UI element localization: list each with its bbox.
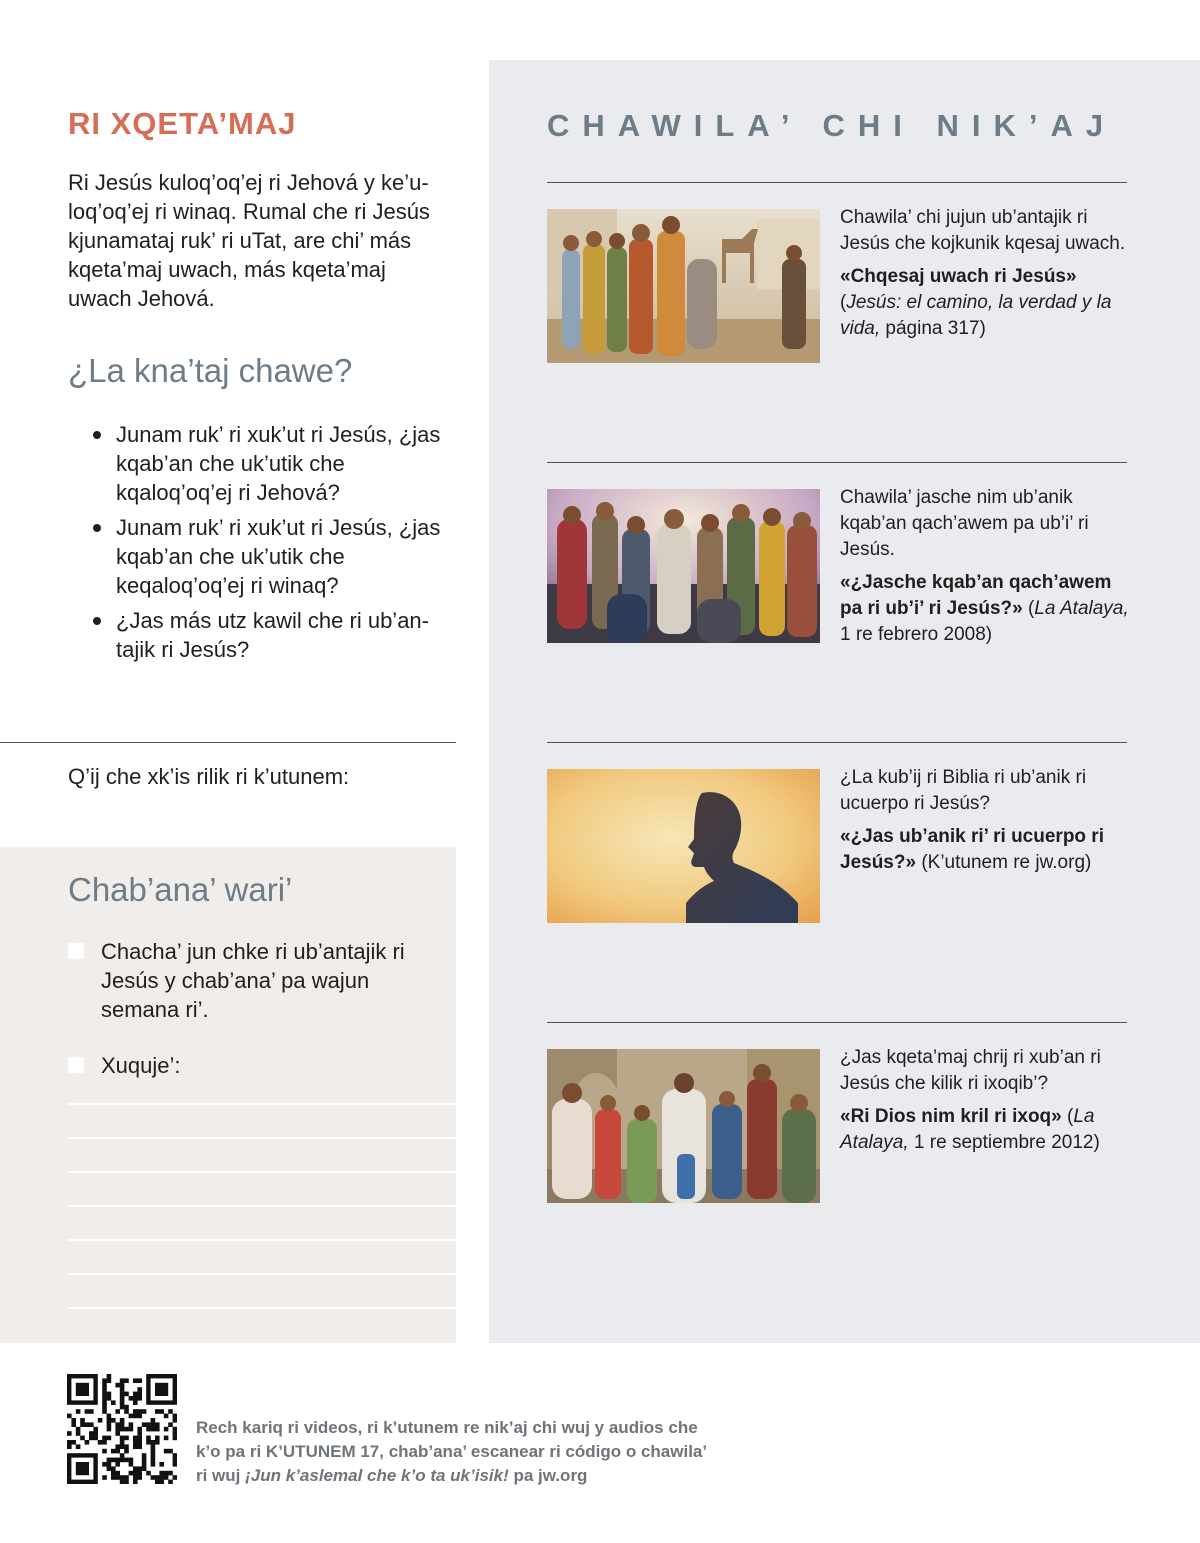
writing-line[interactable] xyxy=(68,1239,456,1241)
explore-item-description: Chawila’ jasche nim ub’anik kqab’an qach’awem pa ub’i’ ri Jesús. xyxy=(840,487,1089,560)
section-divider xyxy=(547,1022,1127,1023)
explore-item-source: 1 re septiembre 2012) xyxy=(908,1132,1100,1153)
challenge-checkbox[interactable] xyxy=(68,1057,84,1073)
completion-date-label: Q’ij che xk’is rilik ri k’utunem: xyxy=(68,764,350,789)
writing-line[interactable] xyxy=(68,1171,456,1173)
review-question: Junam ruk’ ri xuk’ut ri Jesús, ¿jas kqab’an che uk’utik che keqaloq’oq’ej ri winaq? xyxy=(92,513,452,600)
explore-heading: CHAWILA’ CHI NIK’AJ xyxy=(547,108,1117,143)
explore-item-description: Chawila’ chi jujun ub’antajik ri Jesús che kojkunik kqesaj uwach. xyxy=(840,207,1126,254)
section-divider xyxy=(547,182,1127,183)
explore-item-source: ( xyxy=(1061,1106,1074,1127)
jesus-with-children-image[interactable] xyxy=(547,1049,820,1203)
challenge-item-text: Xuquje’: xyxy=(101,1053,181,1078)
challenge-box xyxy=(0,847,456,1343)
review-question: ¿Jas más utz kawil che ri ub’an-tajik ri Jesús? xyxy=(92,606,452,664)
writing-line[interactable] xyxy=(68,1273,456,1275)
footer-text-part: pa jw.org xyxy=(508,1466,588,1485)
section-divider xyxy=(547,742,1127,743)
review-question-list xyxy=(92,420,452,670)
summary-heading: RI XQETA’MAJ xyxy=(68,106,297,141)
review-question: Junam ruk’ ri xuk’ut ri Jesús, ¿jas kqab’an che uk’utik che kqaloq’oq’ej ri Jehová? xyxy=(92,420,452,507)
explore-item xyxy=(840,205,1130,342)
explore-item-source: ( xyxy=(1022,598,1035,619)
explore-item-title[interactable]: «¿Jasche kqab’an qach’awem pa ri ub’i’ ri Jesús?» xyxy=(840,572,1112,619)
jesus-teaching-disciples-image[interactable] xyxy=(547,489,820,643)
explore-item-source-title: La Atalaya, xyxy=(840,1106,1095,1153)
summary-text: Ri Jesús kuloq’oq’ej ri Jehová y ke’u-loq’oq’ej ri winaq. Rumal che ri Jesús kjunamataj ruk’ ri uTat, are chi’ más kqeta’maj uwach, más kqeta’maj uwach Jehová. xyxy=(68,170,430,311)
explore-item-source: (K’utunem re jw.org) xyxy=(916,852,1092,873)
explore-item-title[interactable]: «¿Jas ub’anik ri’ ri ucuerpo ri Jesús?» xyxy=(840,826,1104,873)
writing-line[interactable] xyxy=(68,1307,456,1309)
explore-item-title[interactable]: «Ri Dios nim kril ri ixoq» xyxy=(840,1106,1062,1127)
explore-item-source: página 317) xyxy=(880,318,986,339)
challenge-item-text: Chacha’ jun chke ri ub’antajik ri Jesús y chab’ana’ pa wajun semana ri’. xyxy=(101,939,405,1022)
section-divider xyxy=(547,462,1127,463)
explore-item-description: ¿La kub’ij ri Biblia ri ub’anik ri ucuerpo ri Jesús? xyxy=(840,767,1087,814)
explore-item-source: 1 re febrero 2008) xyxy=(840,624,993,645)
writing-line[interactable] xyxy=(68,1205,456,1207)
writing-line[interactable] xyxy=(68,1137,456,1139)
writing-line[interactable] xyxy=(68,1103,456,1105)
section-divider xyxy=(0,742,456,743)
explore-item xyxy=(840,765,1130,876)
explore-item-reference[interactable] xyxy=(840,1104,1130,1156)
review-heading: ¿La kna’taj chawe? xyxy=(68,352,353,389)
explore-item-description: ¿Jas kqeta’maj chrij ri xub’an ri Jesús che kilik ri ixoqib’? xyxy=(840,1047,1101,1094)
explore-item xyxy=(840,485,1130,648)
footer-book-title[interactable]: ¡Jun k’aslemal che k’o ta uk’isik! xyxy=(245,1466,509,1485)
explore-item xyxy=(840,1045,1130,1156)
challenge-checkbox[interactable] xyxy=(68,943,84,959)
footer-text-part: Rech kariq ri videos, ri k’utunem re nik’aj chi wuj y audios che k’o pa ri K’UTUNEM 17, chab’ana’ escanear ri código o chawila’ ri wuj xyxy=(196,1418,707,1485)
explore-item-source-title: La Atalaya, xyxy=(1034,598,1129,619)
explore-item-source-title: Jesús: el camino, la verdad y la vida, xyxy=(840,292,1112,339)
explore-item-reference[interactable] xyxy=(840,824,1130,876)
explore-item-reference[interactable] xyxy=(840,264,1130,342)
challenge-heading: Chab’ana’ wari’ xyxy=(68,871,293,908)
jesus-disciples-village-image[interactable] xyxy=(547,209,820,363)
explore-item-reference[interactable] xyxy=(840,570,1130,648)
explore-item-source: ( xyxy=(840,292,847,313)
explore-item-title[interactable]: «Chqesaj uwach ri Jesús» xyxy=(840,266,1077,287)
footer-text xyxy=(196,1416,716,1488)
jesus-silhouette-image[interactable] xyxy=(547,769,820,923)
qr-code[interactable] xyxy=(67,1374,177,1484)
